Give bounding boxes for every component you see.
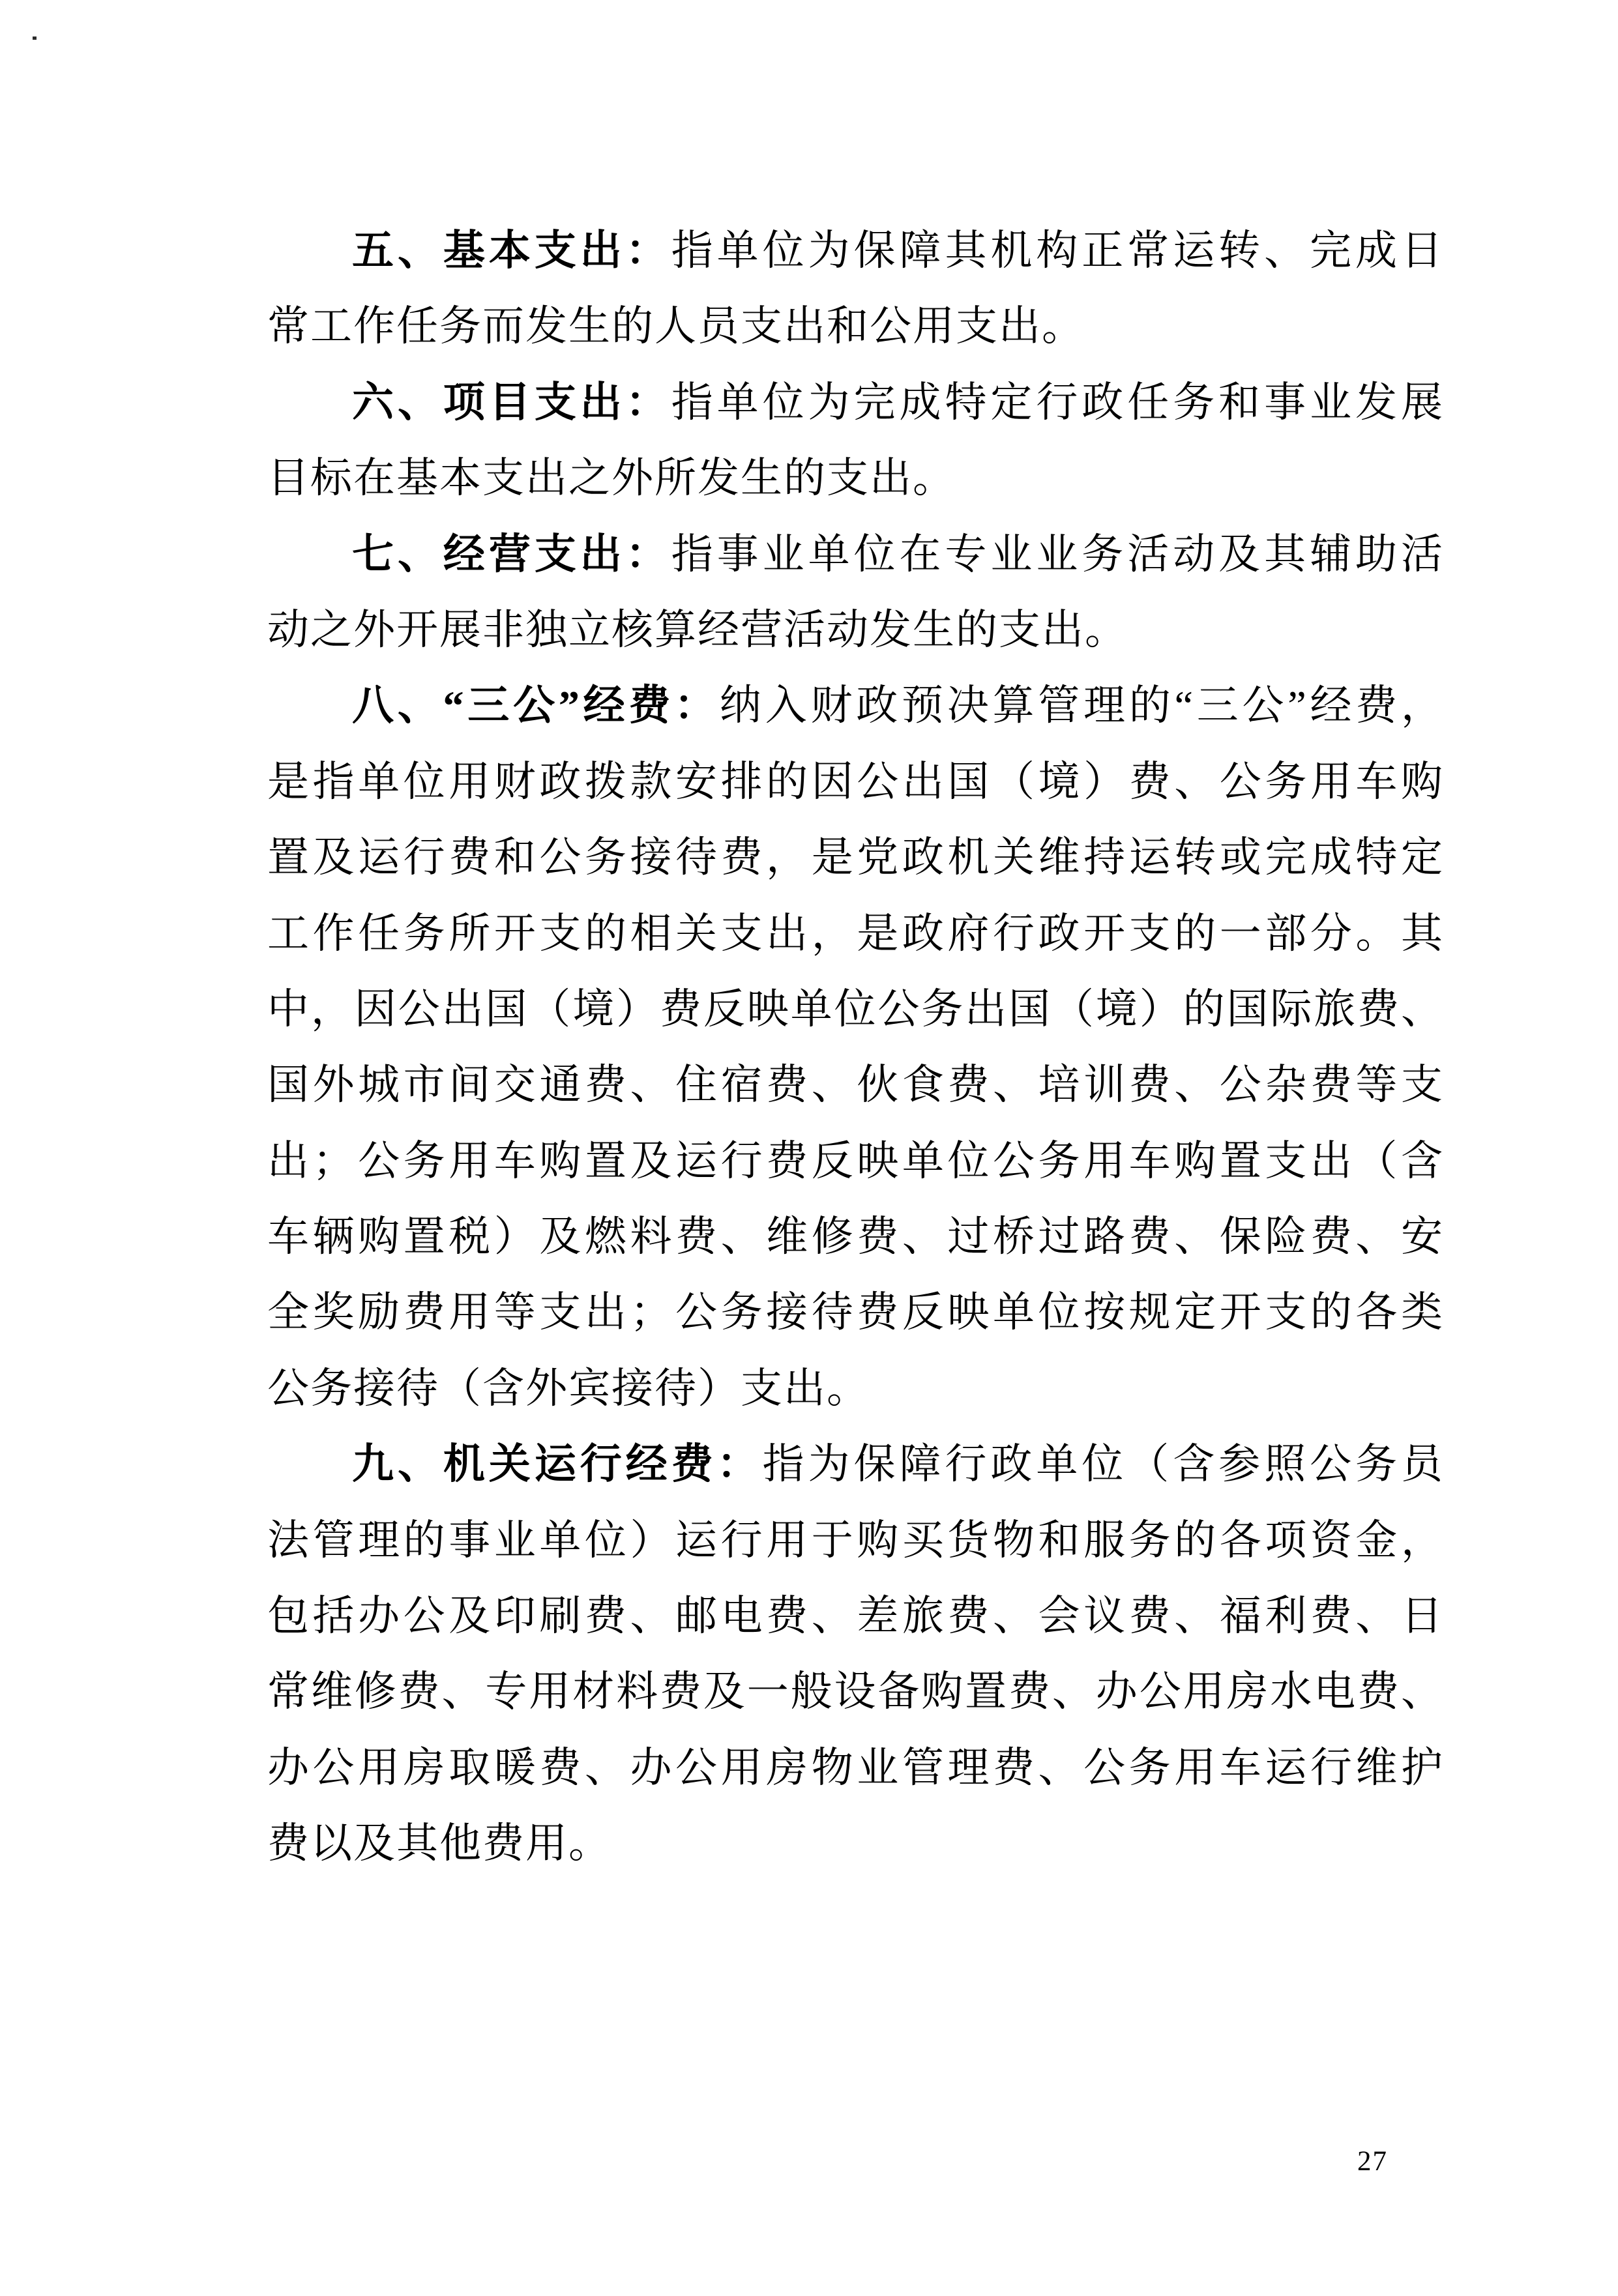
text-run: 费以及其他费用。 <box>267 1820 611 1867</box>
text-run: 常维修费、专用材料费及一般设备购置费、办公用房水电费、 <box>267 1668 1444 1715</box>
term-heading: 八、“三公”经费： <box>352 682 720 729</box>
text-run: 指为保障行政单位（含参照公务员 <box>762 1441 1444 1488</box>
text-run: 中，因公出国（境）费反映单位公务出国（境）的国际旅费、 <box>267 985 1444 1032</box>
text-line <box>267 1124 1444 1199</box>
text-line <box>267 1047 1444 1123</box>
text-run: 车辆购置税）及燃料费、维修费、过桥过路费、保险费、安 <box>267 1213 1444 1260</box>
text-run: 目标在基本支出之外所发生的支出。 <box>267 455 956 502</box>
term-heading: 九、机关运行经费： <box>352 1441 763 1488</box>
text-run: 指单位为保障其机构正常运转、完成日 <box>671 227 1445 274</box>
text-line <box>267 1578 1444 1654</box>
text-run: 动之外开展非独立核算经营活动发生的支出。 <box>267 606 1128 653</box>
term-heading: 六、项目支出： <box>352 379 671 426</box>
text-line <box>267 289 1444 364</box>
text-run: 公务接待（含外宾接待）支出。 <box>267 1365 870 1412</box>
page-number: 27 <box>1357 2146 1388 2177</box>
text-line <box>267 668 1444 744</box>
text-run: 国外城市间交通费、住宿费、伙食费、培训费、公杂费等支 <box>267 1062 1444 1109</box>
text-line <box>267 1806 1444 1882</box>
text-run: 纳入财政预决算管理的“三公”经费， <box>719 682 1445 729</box>
text-run: 指事业单位在专业业务活动及其辅助活 <box>671 530 1445 577</box>
text-line <box>267 517 1444 592</box>
text-line <box>267 744 1444 820</box>
term-heading: 五、基本支出： <box>352 227 671 274</box>
term-heading: 七、经营支出： <box>352 530 671 577</box>
text-run: 是指单位用财政拨款安排的因公出国（境）费、公务用车购 <box>267 758 1444 805</box>
scan-artifact-dot <box>33 36 37 40</box>
text-line <box>267 896 1444 972</box>
text-run: 出；公务用车购置及运行费反映单位公务用车购置支出（含 <box>267 1137 1444 1184</box>
text-run: 工作任务所开支的相关支出，是政府行政开支的一部分。其 <box>267 910 1444 957</box>
text-run: 全奖励费用等支出；公务接待费反映单位按规定开支的各类 <box>267 1289 1444 1336</box>
text-line <box>267 1351 1444 1427</box>
text-line <box>267 1503 1444 1578</box>
text-line <box>267 365 1444 441</box>
text-line <box>267 1199 1444 1275</box>
text-line <box>267 1730 1444 1806</box>
text-line <box>267 1654 1444 1730</box>
text-run: 法管理的事业单位）运行用于购买货物和服务的各项资金， <box>267 1517 1444 1563</box>
text-run: 常工作任务而发生的人员支出和公用支出。 <box>267 303 1085 350</box>
text-line <box>267 592 1444 668</box>
text-line <box>267 441 1444 516</box>
document-body <box>267 213 1444 1882</box>
text-run: 置及运行费和公务接待费，是党政机关维持运转或完成特定 <box>267 834 1444 881</box>
text-line <box>267 972 1444 1047</box>
text-run: 办公用房取暖费、办公用房物业管理费、公务用车运行维护 <box>267 1744 1444 1791</box>
text-line <box>267 1275 1444 1350</box>
text-line <box>267 820 1444 895</box>
text-line <box>267 213 1444 289</box>
text-run: 指单位为完成特定行政任务和事业发展 <box>671 379 1445 426</box>
text-run: 包括办公及印刷费、邮电费、差旅费、会议费、福利费、日 <box>267 1593 1444 1640</box>
text-line <box>267 1427 1444 1502</box>
